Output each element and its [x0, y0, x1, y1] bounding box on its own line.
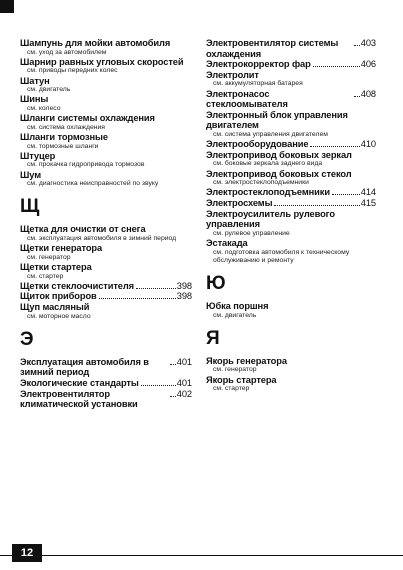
- index-entry: [206, 38, 376, 59]
- index-term: Штуцер: [20, 150, 56, 161]
- index-term: Электростеклоподъемники: [206, 187, 330, 198]
- page-ref: 415: [360, 197, 376, 208]
- index-entry: [20, 76, 192, 95]
- cross-reference: см. генератор: [27, 253, 71, 261]
- index-term: Электровентилятор системы охлаждения: [206, 38, 339, 59]
- index-entry: [20, 302, 192, 321]
- index-entry: [20, 378, 192, 389]
- index-term: Якорь стартера: [206, 374, 277, 385]
- cross-reference: см. генератор: [213, 366, 257, 374]
- dot-leader: [274, 205, 359, 206]
- index-term: Электросхемы: [206, 197, 273, 208]
- corner-tab: [0, 0, 14, 13]
- page-ref: 398: [176, 291, 192, 302]
- index-entry: [20, 132, 192, 151]
- index-term: Якорь генератора: [206, 355, 287, 366]
- index-term-row: [20, 378, 192, 389]
- index-term: Электровентилятор климатической установки: [20, 388, 138, 410]
- page-ref: 414: [360, 187, 376, 198]
- index-term: Щетки генератора: [20, 243, 103, 254]
- index-term: Электролит: [206, 69, 259, 80]
- page-ref: 402: [176, 388, 192, 399]
- index-term: Электроусилитель рулевого управления: [206, 208, 335, 230]
- index-term: Электропривод боковых стекол: [206, 168, 352, 179]
- page-ref: 403: [360, 38, 376, 48]
- dot-leader: [313, 66, 360, 67]
- index-term: Шины: [20, 94, 49, 105]
- cross-reference: см. электростеклоподъемники: [213, 179, 309, 187]
- index-term-row: [206, 139, 376, 150]
- cross-reference: см. уход за автомобилем: [27, 48, 107, 56]
- index-entry: [206, 59, 376, 70]
- index-entry: [206, 169, 376, 188]
- index-entry: [20, 38, 192, 57]
- cross-reference: см. система управления двигателем: [213, 130, 328, 138]
- index-entry: [206, 89, 376, 110]
- cross-reference: см. двигатель: [213, 311, 257, 319]
- dot-leader: [99, 298, 176, 299]
- index-term: Щетки стеклоочистителя: [20, 280, 135, 291]
- cross-reference: см. моторное масло: [27, 312, 91, 320]
- index-term-row: [20, 357, 192, 378]
- page-ref: 406: [360, 59, 376, 70]
- cross-reference: см. аккумуляторная батарея: [213, 80, 303, 88]
- index-term: Электронный блок управления двигателем: [206, 109, 348, 131]
- index-term-row: [20, 291, 192, 302]
- index-entry: [20, 224, 192, 243]
- index-entry: [20, 291, 192, 302]
- page-ref: 401: [176, 377, 192, 388]
- index-entry: [20, 243, 192, 262]
- index-entry: [20, 57, 192, 76]
- index-entry: [206, 198, 376, 209]
- index-entry: [20, 113, 192, 132]
- dot-leader: [136, 288, 176, 289]
- cross-reference: см. диагностика неисправностей по звуку: [27, 180, 159, 188]
- index-term: Шампунь для мойки автомобиля: [20, 38, 171, 48]
- index-entry: [206, 356, 376, 375]
- index-term: Электропривод боковых зеркал: [206, 149, 352, 160]
- dot-leader: [170, 396, 176, 397]
- footer-rule: [0, 555, 403, 556]
- cross-reference: см. эксплуатация автомобиля в зимний период: [27, 234, 177, 242]
- dot-leader: [141, 385, 176, 386]
- index-entry: [20, 389, 192, 410]
- index-column-left: [20, 38, 192, 410]
- index-term: Экологические стандарты: [20, 377, 139, 388]
- index-entry: [206, 150, 376, 169]
- section-letter: Я: [206, 327, 220, 349]
- index-entry: [20, 281, 192, 292]
- index-entry: [20, 94, 192, 113]
- section-letter: Э: [20, 328, 34, 350]
- index-entry: [206, 70, 376, 89]
- index-term: Эстакада: [206, 237, 248, 248]
- index-term-row: [206, 187, 376, 198]
- index-term-row: [20, 389, 192, 410]
- index-term: Щетки стартера: [20, 261, 92, 272]
- index-term: Юбка поршня: [206, 300, 269, 311]
- index-term: Эксплуатация автомобиля в зимний период: [20, 356, 149, 378]
- index-term-row: [206, 38, 376, 59]
- index-term: Шланги тормозные: [20, 131, 108, 142]
- index-term: Шатун: [20, 75, 50, 86]
- index-entry: [206, 187, 376, 198]
- cross-reference: см. колесо: [27, 104, 61, 112]
- cross-reference: см. система охлаждения: [27, 123, 105, 131]
- index-term-row: [206, 89, 376, 110]
- index-term: Шум: [20, 169, 41, 180]
- dot-leader: [310, 146, 359, 147]
- cross-reference: см. прокачка гидропривода тормозов: [27, 161, 145, 169]
- cross-reference: см. боковые зеркала заднего вида: [213, 160, 323, 168]
- page-ref: 401: [176, 356, 192, 367]
- index-term-row: [206, 198, 376, 209]
- index-term: Шланги системы охлаждения: [20, 113, 155, 124]
- index-entry: [206, 209, 376, 238]
- dot-leader: [170, 364, 176, 365]
- index-entry: [20, 262, 192, 281]
- cross-reference: см. рулевое управление: [213, 229, 290, 237]
- section-letter: Щ: [20, 196, 40, 218]
- cross-reference: см. приводы передних колес: [27, 67, 118, 75]
- page-ref: 398: [176, 280, 192, 291]
- page-ref: 410: [360, 139, 376, 150]
- cross-reference: см. подготовка автомобиля к техническому обслуживанию и ремонту: [213, 248, 350, 264]
- index-column-right: [206, 38, 376, 393]
- cross-reference: см. стартер: [213, 385, 250, 393]
- section-letter: Ю: [206, 272, 226, 294]
- index-entry: [20, 170, 192, 189]
- cross-reference: см. стартер: [27, 272, 64, 280]
- index-term: Шарнир равных угловых скоростей: [20, 56, 184, 67]
- index-term: Щетка для очистки от снега: [20, 224, 146, 235]
- page-ref: 408: [360, 88, 376, 99]
- index-term: Щиток приборов: [20, 291, 97, 302]
- index-entry: [206, 139, 376, 150]
- index-term: Щуп масляный: [20, 301, 90, 312]
- index-entry: [206, 110, 376, 139]
- index-term: Электрооборудование: [206, 139, 309, 150]
- index-entry: [206, 238, 376, 265]
- dot-leader: [354, 45, 360, 46]
- index-term-row: [206, 59, 376, 70]
- index-entry: [206, 301, 376, 320]
- index-term: Электрокорректор фар: [206, 59, 311, 70]
- index-term-row: [20, 281, 192, 292]
- index-entry: [20, 357, 192, 378]
- index-term: Электронасос стеклоомывателя: [206, 88, 288, 110]
- index-entry: [206, 375, 376, 394]
- dot-leader: [354, 96, 360, 97]
- dot-leader: [332, 194, 360, 195]
- cross-reference: см. тормозные шланги: [27, 142, 99, 150]
- index-entry: [20, 151, 192, 170]
- page-number: 12: [12, 544, 42, 562]
- cross-reference: см. двигатель: [27, 86, 71, 94]
